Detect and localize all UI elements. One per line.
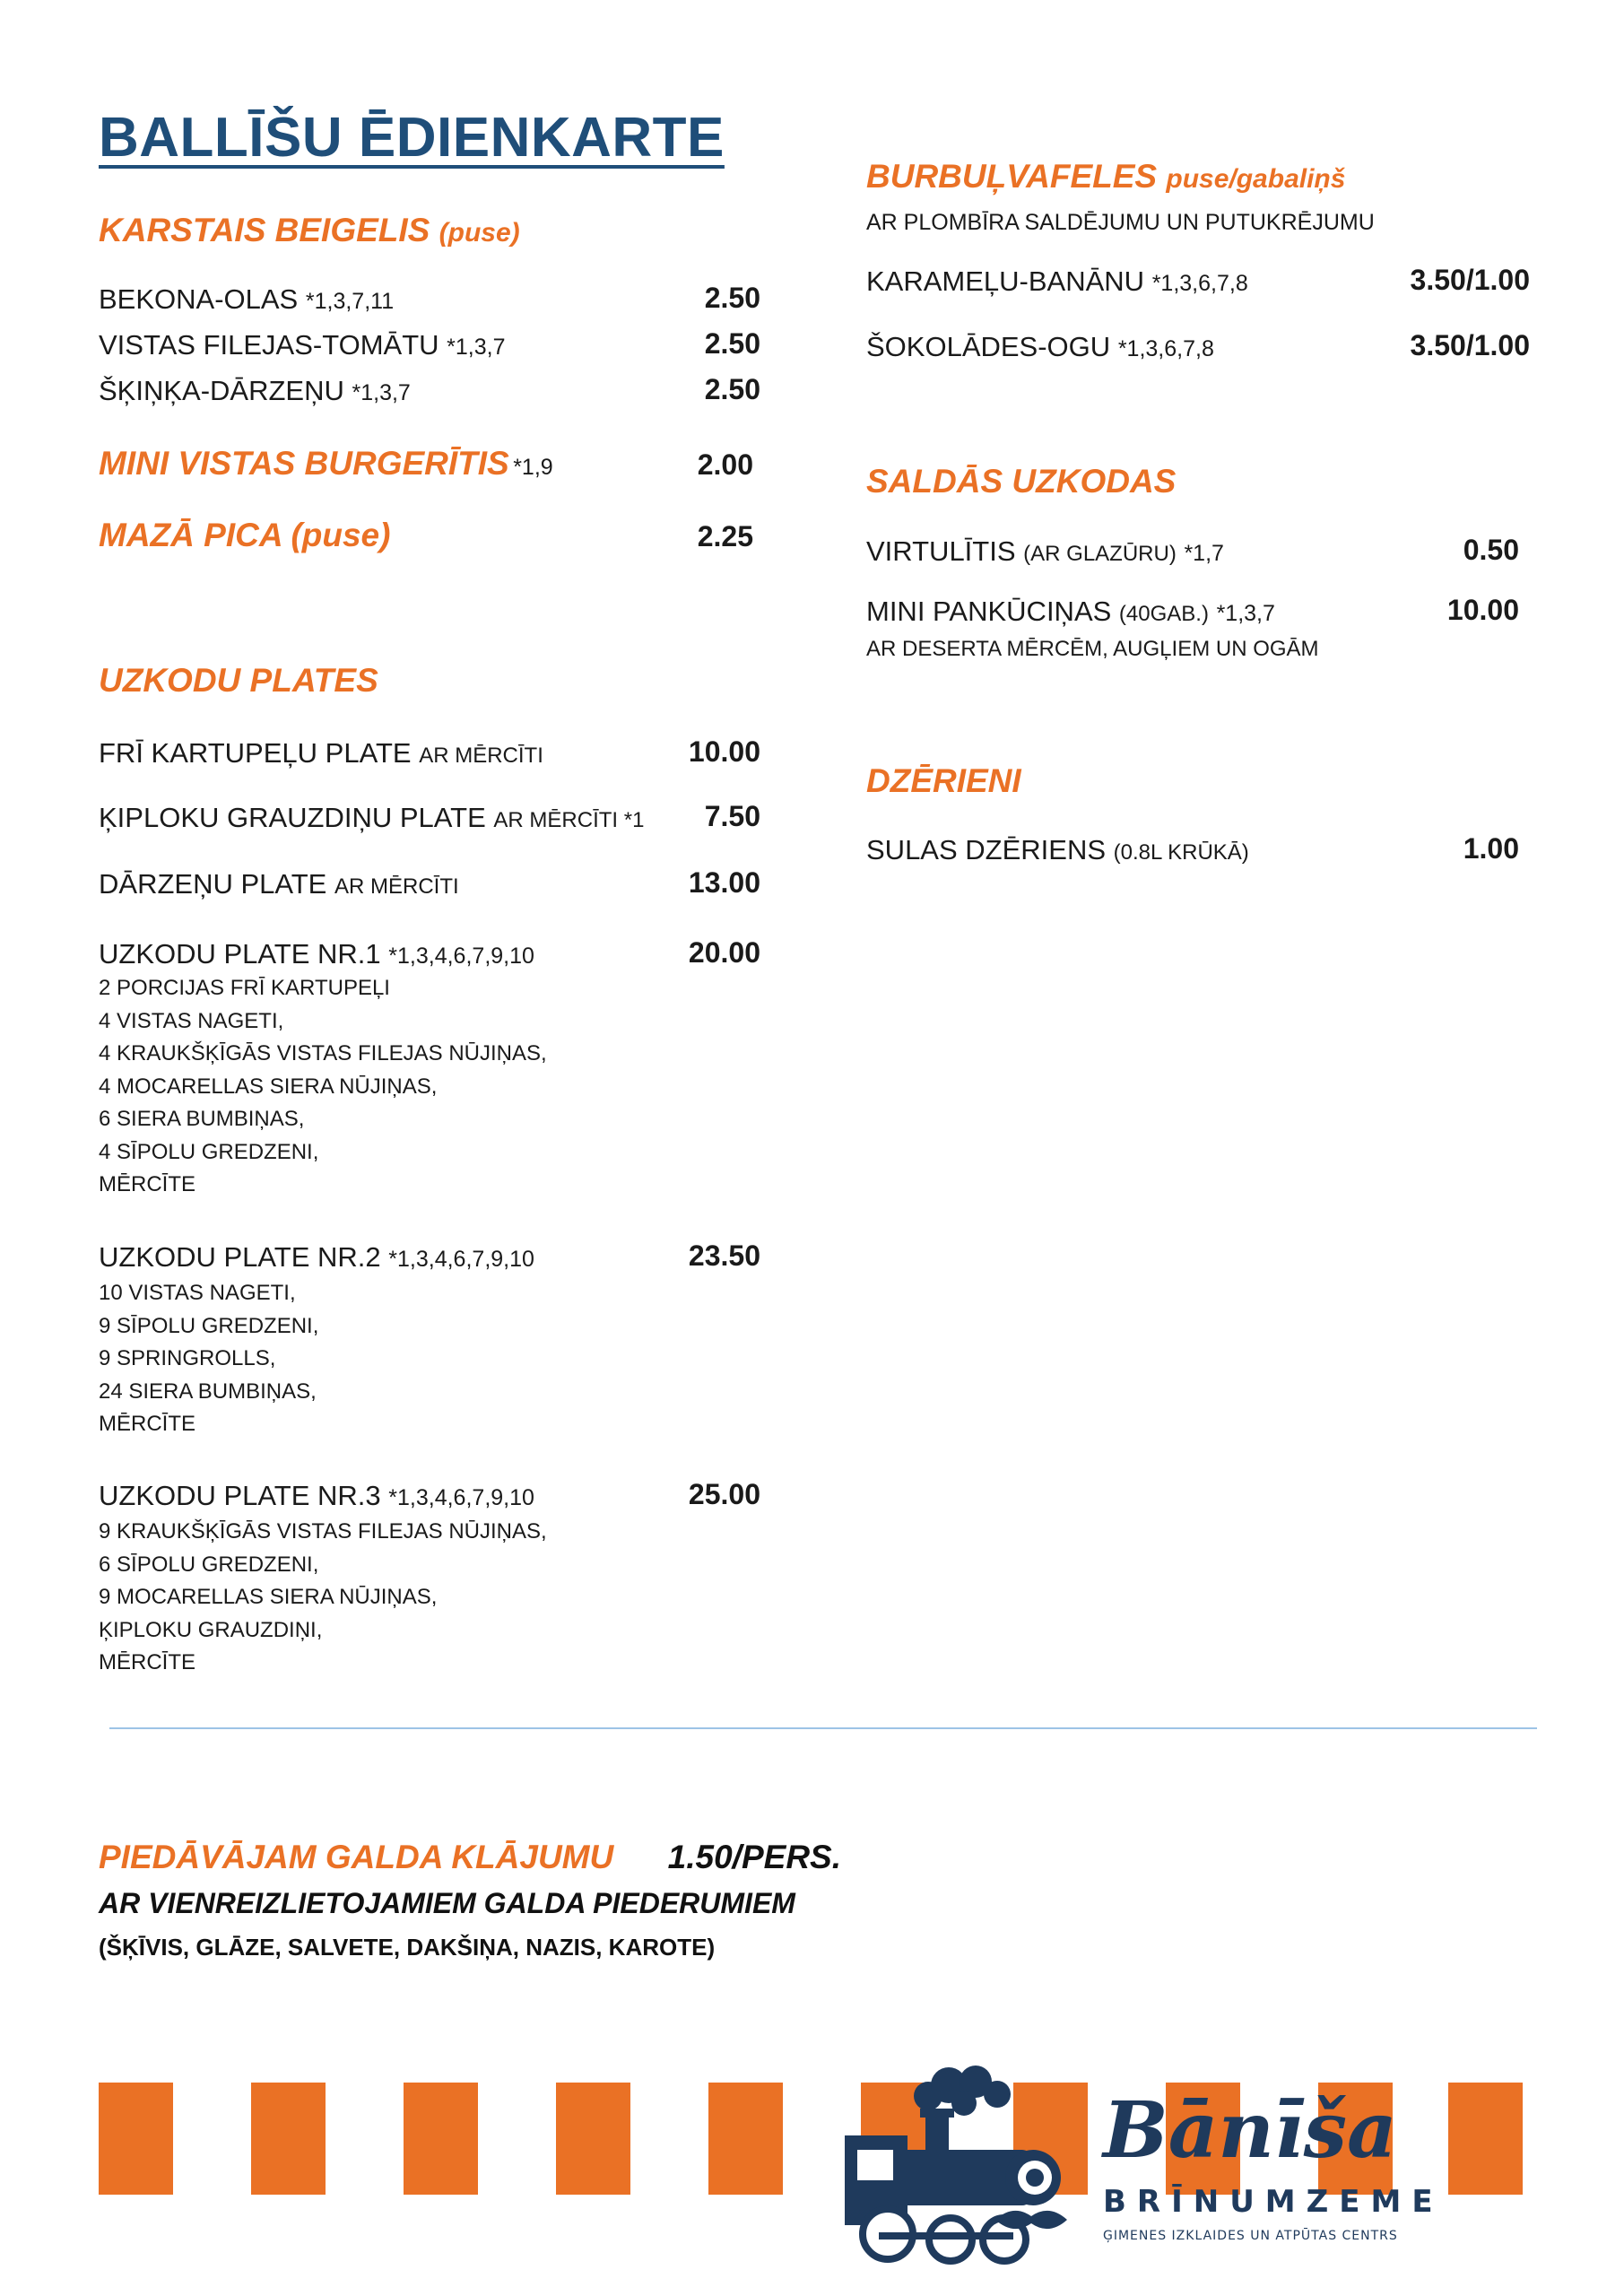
price-karamelu: 3.50/1.00 <box>1410 264 1530 296</box>
item-note: (40GAB.) <box>1118 602 1209 626</box>
list-item: 9 SPRINGROLLS, <box>99 1346 276 1370</box>
price-burger: 2.00 <box>697 448 753 481</box>
section-heading-saldas: SALDĀS UZKODAS <box>866 463 1177 500</box>
item-allergens: *1,3,7 <box>352 380 411 405</box>
stripe-block <box>556 2083 630 2195</box>
vafeles-description: AR PLOMBĪRA SALDĒJUMU UN PUTUKRĒJUMU <box>866 210 1375 235</box>
stripe-block <box>99 2083 173 2195</box>
list-item: MĒRCĪTE <box>99 1412 195 1436</box>
stripe-block <box>708 2083 783 2195</box>
item-name: FRĪ KARTUPEĻU PLATE <box>99 737 412 769</box>
item-name: UZKODU PLATE NR.3 <box>99 1480 381 1511</box>
table-setting-offer <box>99 1839 841 1876</box>
list-item: ĶIPLOKU GRAUZDIŅI, <box>99 1617 323 1642</box>
item-name: ŠĶIŅĶA-DĀRZEŅU <box>99 375 344 406</box>
price-pica: 2.25 <box>697 520 753 552</box>
section-heading-dzerieni: DZĒRIENI <box>866 762 1021 799</box>
menu-item-skinka <box>99 375 411 407</box>
price-fri-plate: 10.00 <box>688 735 760 768</box>
stripe-block <box>251 2083 326 2195</box>
item-name: DĀRZEŅU PLATE <box>99 868 327 900</box>
brand-logo <box>843 2049 1471 2283</box>
beigelis-heading-note: (puse) <box>439 218 520 248</box>
item-name: UZKODU PLATE NR.1 <box>99 938 381 970</box>
price-plate-nr3: 25.00 <box>688 1478 760 1510</box>
price-sulas: 1.00 <box>1463 832 1519 865</box>
item-name: ŠOKOLĀDES-OGU <box>866 331 1111 362</box>
menu-item-vistas-filejas <box>99 329 506 361</box>
menu-item-bekona <box>99 283 394 316</box>
price-vistas-filejas: 2.50 <box>704 327 760 360</box>
item-name: ĶIPLOKU GRAUZDIŅU PLATE <box>99 802 486 833</box>
section-heading-beigelis <box>99 212 520 249</box>
price-darzenu-plate: 13.00 <box>688 866 760 899</box>
pankucinas-description: AR DESERTA MĒRCĒM, AUGĻIEM UN OGĀM <box>866 637 1319 661</box>
menu-item-sokolades <box>866 331 1214 363</box>
plate-nr2-contents <box>99 1277 318 1441</box>
list-item: 6 SĪPOLU GREDZENI, <box>99 1552 319 1577</box>
offer-line-1: AR VIENREIZLIETOJAMIEM GALDA PIEDERUMIEM <box>99 1887 795 1919</box>
item-allergens: *1,3,4,6,7,9,10 <box>388 1485 534 1510</box>
price-plate-nr1: 20.00 <box>688 936 760 969</box>
list-item: 2 PORCIJAS FRĪ KARTUPEĻI <box>99 976 390 1000</box>
stripe-block <box>404 2083 478 2195</box>
list-item: 10 VISTAS NAGETI, <box>99 1281 296 1305</box>
price-virtulitis: 0.50 <box>1463 534 1519 566</box>
menu-item-virtulitis <box>866 535 1224 568</box>
item-name: VIRTULĪTIS <box>866 535 1016 567</box>
menu-item-pica: MAZĀ PICA (puse) <box>99 517 391 553</box>
item-name: MINI PANKŪCIŅAS <box>866 596 1112 627</box>
item-allergens: *1,3,7 <box>447 335 506 360</box>
list-item: 9 MOCARELLAS SIERA NŪJIŅAS, <box>99 1585 438 1609</box>
item-allergens: *1,3,4,6,7,9,10 <box>388 1247 534 1272</box>
item-note: (0.8L KRŪKĀ) <box>1113 840 1249 865</box>
list-item: 9 SĪPOLU GREDZENI, <box>99 1313 319 1338</box>
offer-line-2: (ŠĶĪVIS, GLĀZE, SALVETE, DAKŠIŅA, NAZIS, KAROTE) <box>99 1934 716 1961</box>
logo-subtitle: BRĪNUMZEME <box>1103 2184 1444 2220</box>
menu-item-sulas <box>866 834 1249 866</box>
offer-heading: PIEDĀVĀJAM GALDA KLĀJUMU <box>99 1839 614 1875</box>
item-allergens: *1,3,7 <box>1216 601 1275 626</box>
item-name: BEKONA-OLAS <box>99 283 299 315</box>
item-note: AR MĒRCĪTI <box>334 874 459 899</box>
menu-item-fri-plate <box>99 737 543 770</box>
beigelis-heading-text: KARSTAIS BEIGELIS <box>99 212 430 248</box>
menu-item-plate-nr2 <box>99 1241 534 1274</box>
plate-nr3-contents <box>99 1516 547 1680</box>
menu-item-kiploku-plate <box>99 802 644 834</box>
price-pankucinas: 10.00 <box>1446 594 1519 626</box>
list-item: 4 SĪPOLU GREDZENI, <box>99 1139 319 1164</box>
menu-item-darzenu-plate <box>99 868 459 900</box>
list-item: MĒRCĪTE <box>99 1650 195 1674</box>
menu-item-karamelu <box>866 265 1248 298</box>
offer-price: 1.50/PERS. <box>667 1839 842 1875</box>
list-item: 6 SIERA BUMBIŅAS, <box>99 1107 305 1131</box>
item-allergens: *1,3,6,7,8 <box>1151 271 1248 296</box>
item-allergens: *1,7 <box>1184 541 1224 566</box>
section-heading-plates: UZKODU PLATES <box>99 662 378 699</box>
menu-item-pankucinas <box>866 596 1275 628</box>
item-note: AR MĒRCĪTI *1 <box>493 808 645 832</box>
item-allergens: *1,3,4,6,7,9,10 <box>388 944 534 969</box>
item-name: KARAMEĻU-BANĀNU <box>866 265 1145 297</box>
price-skinka: 2.50 <box>704 373 760 405</box>
list-item: MĒRCĪTE <box>99 1172 195 1196</box>
item-name: UZKODU PLATE NR.2 <box>99 1241 381 1273</box>
list-item: 9 KRAUKŠĶĪGĀS VISTAS FILEJAS NŪJIŅAS, <box>99 1519 547 1544</box>
item-allergens: *1,9 <box>513 455 553 480</box>
menu-item-plate-nr3 <box>99 1480 534 1512</box>
menu-item-burger <box>99 445 553 483</box>
logo-name: Bānīša <box>1103 2085 1397 2176</box>
price-sokolades: 3.50/1.00 <box>1410 329 1530 361</box>
price-bekona: 2.50 <box>704 282 760 314</box>
item-name: VISTAS FILEJAS-TOMĀTU <box>99 329 439 361</box>
section-heading-vafeles <box>866 158 1345 196</box>
price-plate-nr2: 23.50 <box>688 1239 760 1272</box>
item-note: AR MĒRCĪTI <box>419 744 543 768</box>
burger-heading: MINI VISTAS BURGERĪTIS <box>99 445 509 482</box>
item-allergens: *1,3,7,11 <box>305 289 395 314</box>
item-name: SULAS DZĒRIENS <box>866 834 1107 865</box>
list-item: 24 SIERA BUMBIŅAS, <box>99 1378 317 1404</box>
item-note: (AR GLAZŪRU) <box>1023 542 1177 566</box>
list-item: 4 VISTAS NAGETI, <box>99 1008 284 1033</box>
menu-item-plate-nr1 <box>99 938 534 970</box>
item-allergens: *1,3,6,7,8 <box>1117 336 1214 361</box>
logo-tagline: ĢIMENES IZKLAIDES UN ATPŪTAS CENTRS <box>1103 2229 1398 2243</box>
list-item: 4 KRAUKŠĶĪGĀS VISTAS FILEJAS NŪJIŅAS, <box>99 1041 547 1065</box>
price-kiploku-plate: 7.50 <box>704 800 760 832</box>
vafeles-heading-text: BURBUĻVAFELES <box>866 158 1158 195</box>
page-title: BALLĪŠU ĒDIENKARTE <box>99 107 725 169</box>
plate-nr1-contents <box>99 972 547 1202</box>
section-divider <box>109 1727 1537 1729</box>
vafeles-heading-note: puse/gabaliņš <box>1166 164 1346 194</box>
list-item: 4 MOCARELLAS SIERA NŪJIŅAS, <box>99 1074 438 1099</box>
